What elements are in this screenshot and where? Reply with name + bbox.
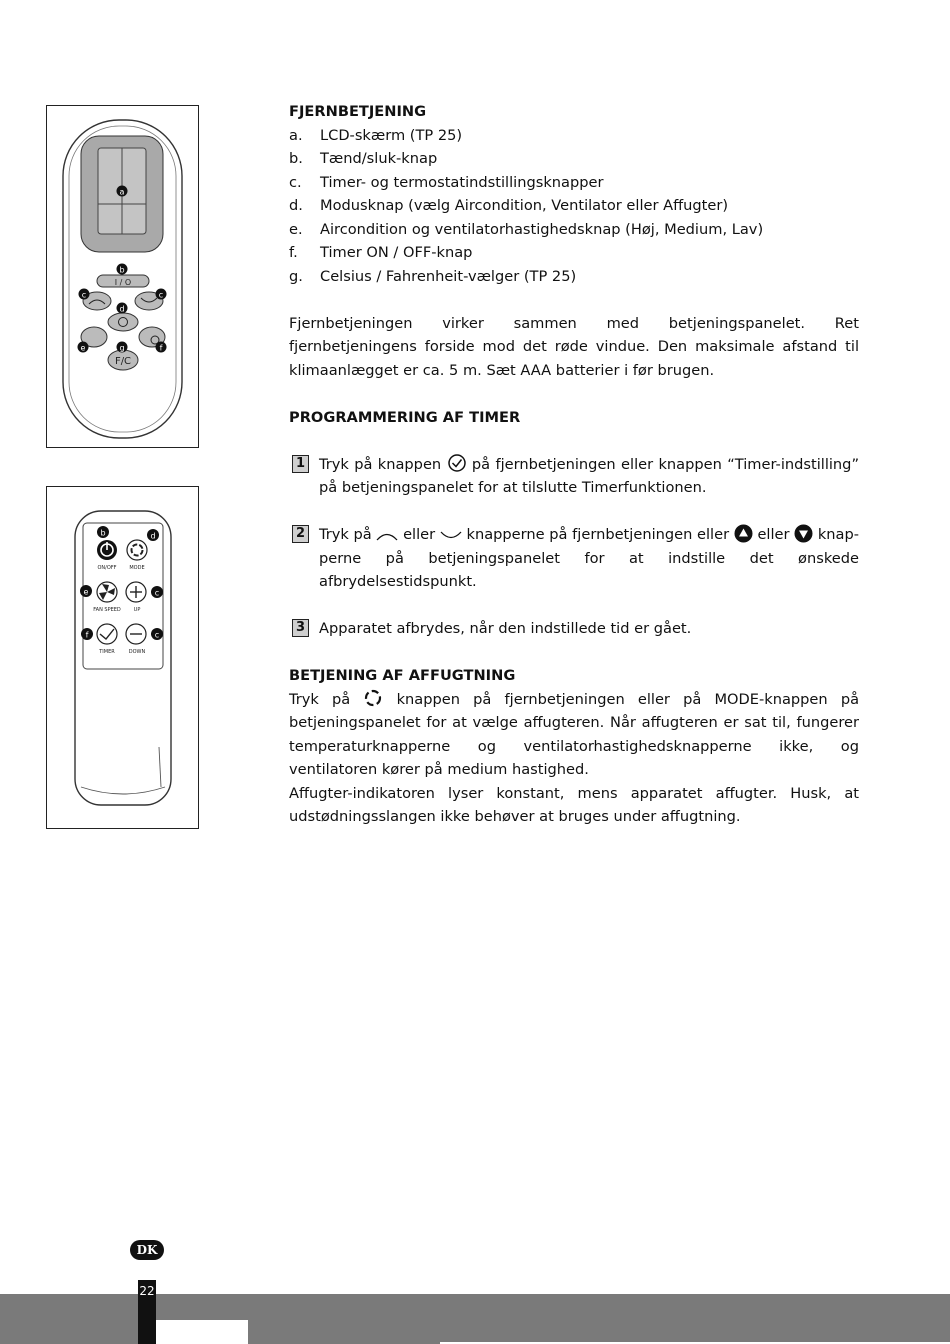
svg-text:f: f xyxy=(85,630,89,640)
list-item: g. Celsius / Fahrenheit-vælger (TP 25) xyxy=(289,267,577,285)
arrow-down-icon xyxy=(440,529,462,543)
footer-white-block xyxy=(156,1320,248,1344)
main-text xyxy=(289,100,859,829)
step-number: 1 xyxy=(292,455,309,473)
svg-text:DOWN: DOWN xyxy=(128,649,146,655)
svg-text:c: c xyxy=(154,588,160,598)
svg-text:b: b xyxy=(100,528,106,538)
language-badge: DK xyxy=(130,1240,164,1260)
step-number: 2 xyxy=(292,525,309,543)
svg-text:MODE: MODE xyxy=(129,565,145,571)
panel-figure xyxy=(46,486,199,829)
svg-text:e: e xyxy=(83,587,89,597)
list-item: b. Tænd/sluk-knap xyxy=(289,150,438,167)
svg-text:FAN SPEED: FAN SPEED xyxy=(93,607,121,613)
remote-illustration xyxy=(47,106,198,447)
list-item: a. LCD-skærm (TP 25) xyxy=(289,126,463,144)
dehumidify-paragraph: Tryk på knappen på fjernbetjeningen eller på MODE-knappen på betjeningspanelet for at vælge affugteren. Når affugteren er sat til, fungerer temperaturknapperne og ventilatorhastighedsknapperne ikke, og ventilatoren kører på medium hastighed. xyxy=(289,688,859,782)
svg-text:UP: UP xyxy=(133,607,141,613)
down-triangle-icon xyxy=(794,524,813,543)
list-item: c. Timer- og termostatindstillingsknapper xyxy=(289,173,604,191)
svg-text:TIMER: TIMER xyxy=(99,649,115,655)
list-item: f. Timer ON / OFF-knap xyxy=(289,244,473,261)
svg-text:c: c xyxy=(154,630,160,640)
component-list xyxy=(289,124,859,289)
list-item: d. Modusknap (vælg Aircondition, Ventilator eller Affugter) xyxy=(289,197,729,214)
remote-paragraph: Fjernbetjeningen virker sammen med betjeningspanelet. Ret fjernbetjeningens forside mod det røde vindue. Den maksimale afstand til klimaanlægget er ca. 5 m. Sæt AAA batterier i før brugen. xyxy=(289,314,859,379)
step-2: 2 Tryk på eller knapperne på fjernbetjeningen eller eller knap-perne på betjeningspanelet for at indstille det ønskede afbrydelsestidspunkt. xyxy=(289,523,859,594)
callout-a: a xyxy=(119,187,125,197)
label-power: I / O xyxy=(114,278,132,287)
heading-timer: PROGRAMMERING AF TIMER xyxy=(289,408,521,426)
heading-fjernbetjening: FJERNBETJENING xyxy=(289,103,427,120)
label-celsius: F/C xyxy=(114,356,132,367)
svg-text:e: e xyxy=(80,343,86,353)
list-item: e. Aircondition og ventilatorhastighedsknap (Høj, Medium, Lav) xyxy=(289,220,764,238)
step-1: 1 Tryk på knappen på fjernbetjeningen eller knappen “Timer-indstilling” på betjeningspanelet for at tilslutte Timerfunktionen. xyxy=(289,453,859,500)
svg-text:f: f xyxy=(159,343,163,353)
timer-icon xyxy=(447,453,467,473)
panel-illustration xyxy=(47,487,198,828)
svg-text:c: c xyxy=(158,290,164,300)
step-number: 3 xyxy=(292,619,309,637)
up-triangle-icon xyxy=(734,524,753,543)
heading-affugtning: BETJENING AF AFFUGTNING xyxy=(289,667,516,684)
svg-text:c: c xyxy=(81,290,87,300)
step-3: 3 Apparatet afbrydes, når den indstillede tid er gået. xyxy=(289,617,859,641)
arrow-up-icon xyxy=(376,529,398,543)
indicator-paragraph: Affugter-indikatoren lyser konstant, mens apparatet affugter. Husk, at udstødningsslangen ikke behøver at bruges under affugtning. xyxy=(289,784,859,825)
dehumidify-icon xyxy=(363,688,383,708)
svg-text:b: b xyxy=(119,265,125,275)
remote-figure xyxy=(46,105,199,448)
svg-text:g: g xyxy=(119,343,125,353)
svg-text:ON/OFF: ON/OFF xyxy=(97,565,117,571)
svg-text:d: d xyxy=(119,304,125,314)
page-number: 22 xyxy=(138,1280,156,1344)
svg-text:d: d xyxy=(150,531,156,541)
